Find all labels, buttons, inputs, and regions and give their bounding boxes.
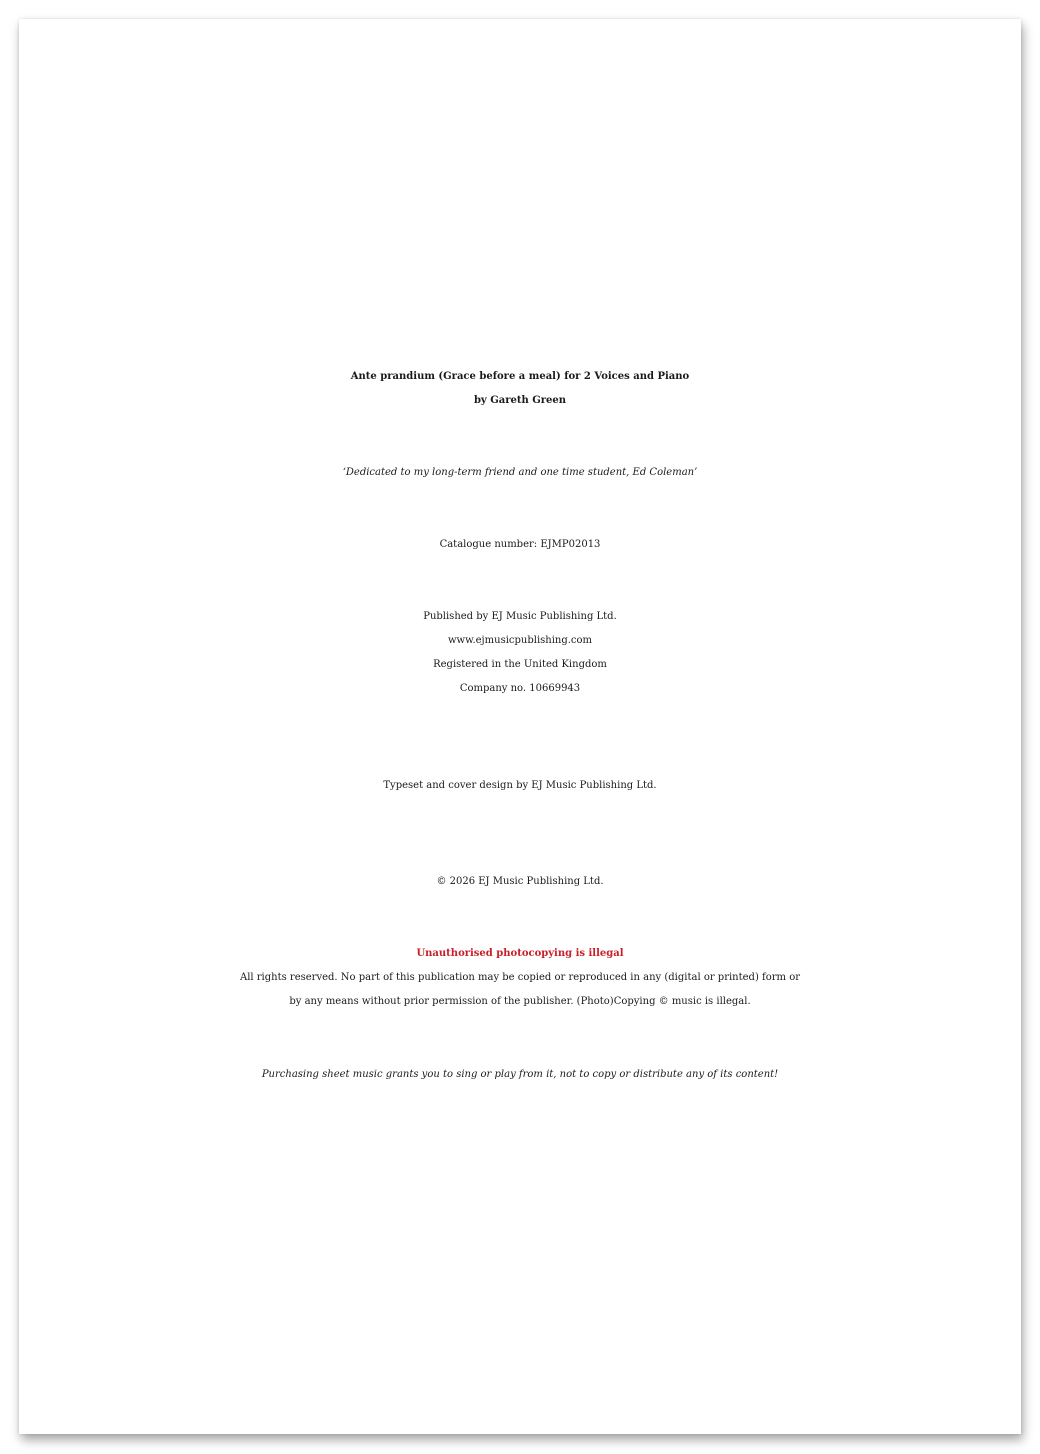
publisher-line-1: Published by EJ Music Publishing Ltd. [423,611,617,622]
typeset-credit: Typeset and cover design by EJ Music Publishing Ltd. [383,780,657,791]
publisher-registration: Registered in the United Kingdom [433,659,607,670]
catalogue-number: Catalogue number: EJMP02013 [439,539,601,550]
title-line-1: Ante prandium (Grace before a meal) for 2 Voices and Piano [350,371,690,382]
purchase-notice: Purchasing sheet music grants you to sing or play from it, not to copy or distribute any of its content! [261,1069,779,1080]
title-line-2: by Gareth Green [473,395,567,406]
rights-line-1: All rights reserved. No part of this publication may be copied or reproduced in any (digital or printed) form or [239,972,800,983]
document-page [19,19,1021,1434]
warning-heading: Unauthorised photocopying is illegal [416,948,624,959]
rights-line-2: by any means without prior permission of the publisher. (Photo)Copying © music is illegal. [289,996,751,1007]
publisher-website: www.ejmusicpublishing.com [447,635,593,646]
copyright-notice: © 2026 EJ Music Publishing Ltd. [436,876,604,887]
publisher-company-number: Company no. 10669943 [459,683,581,694]
dedication: ‘Dedicated to my long-term friend and one time student, Ed Coleman’ [342,467,698,478]
